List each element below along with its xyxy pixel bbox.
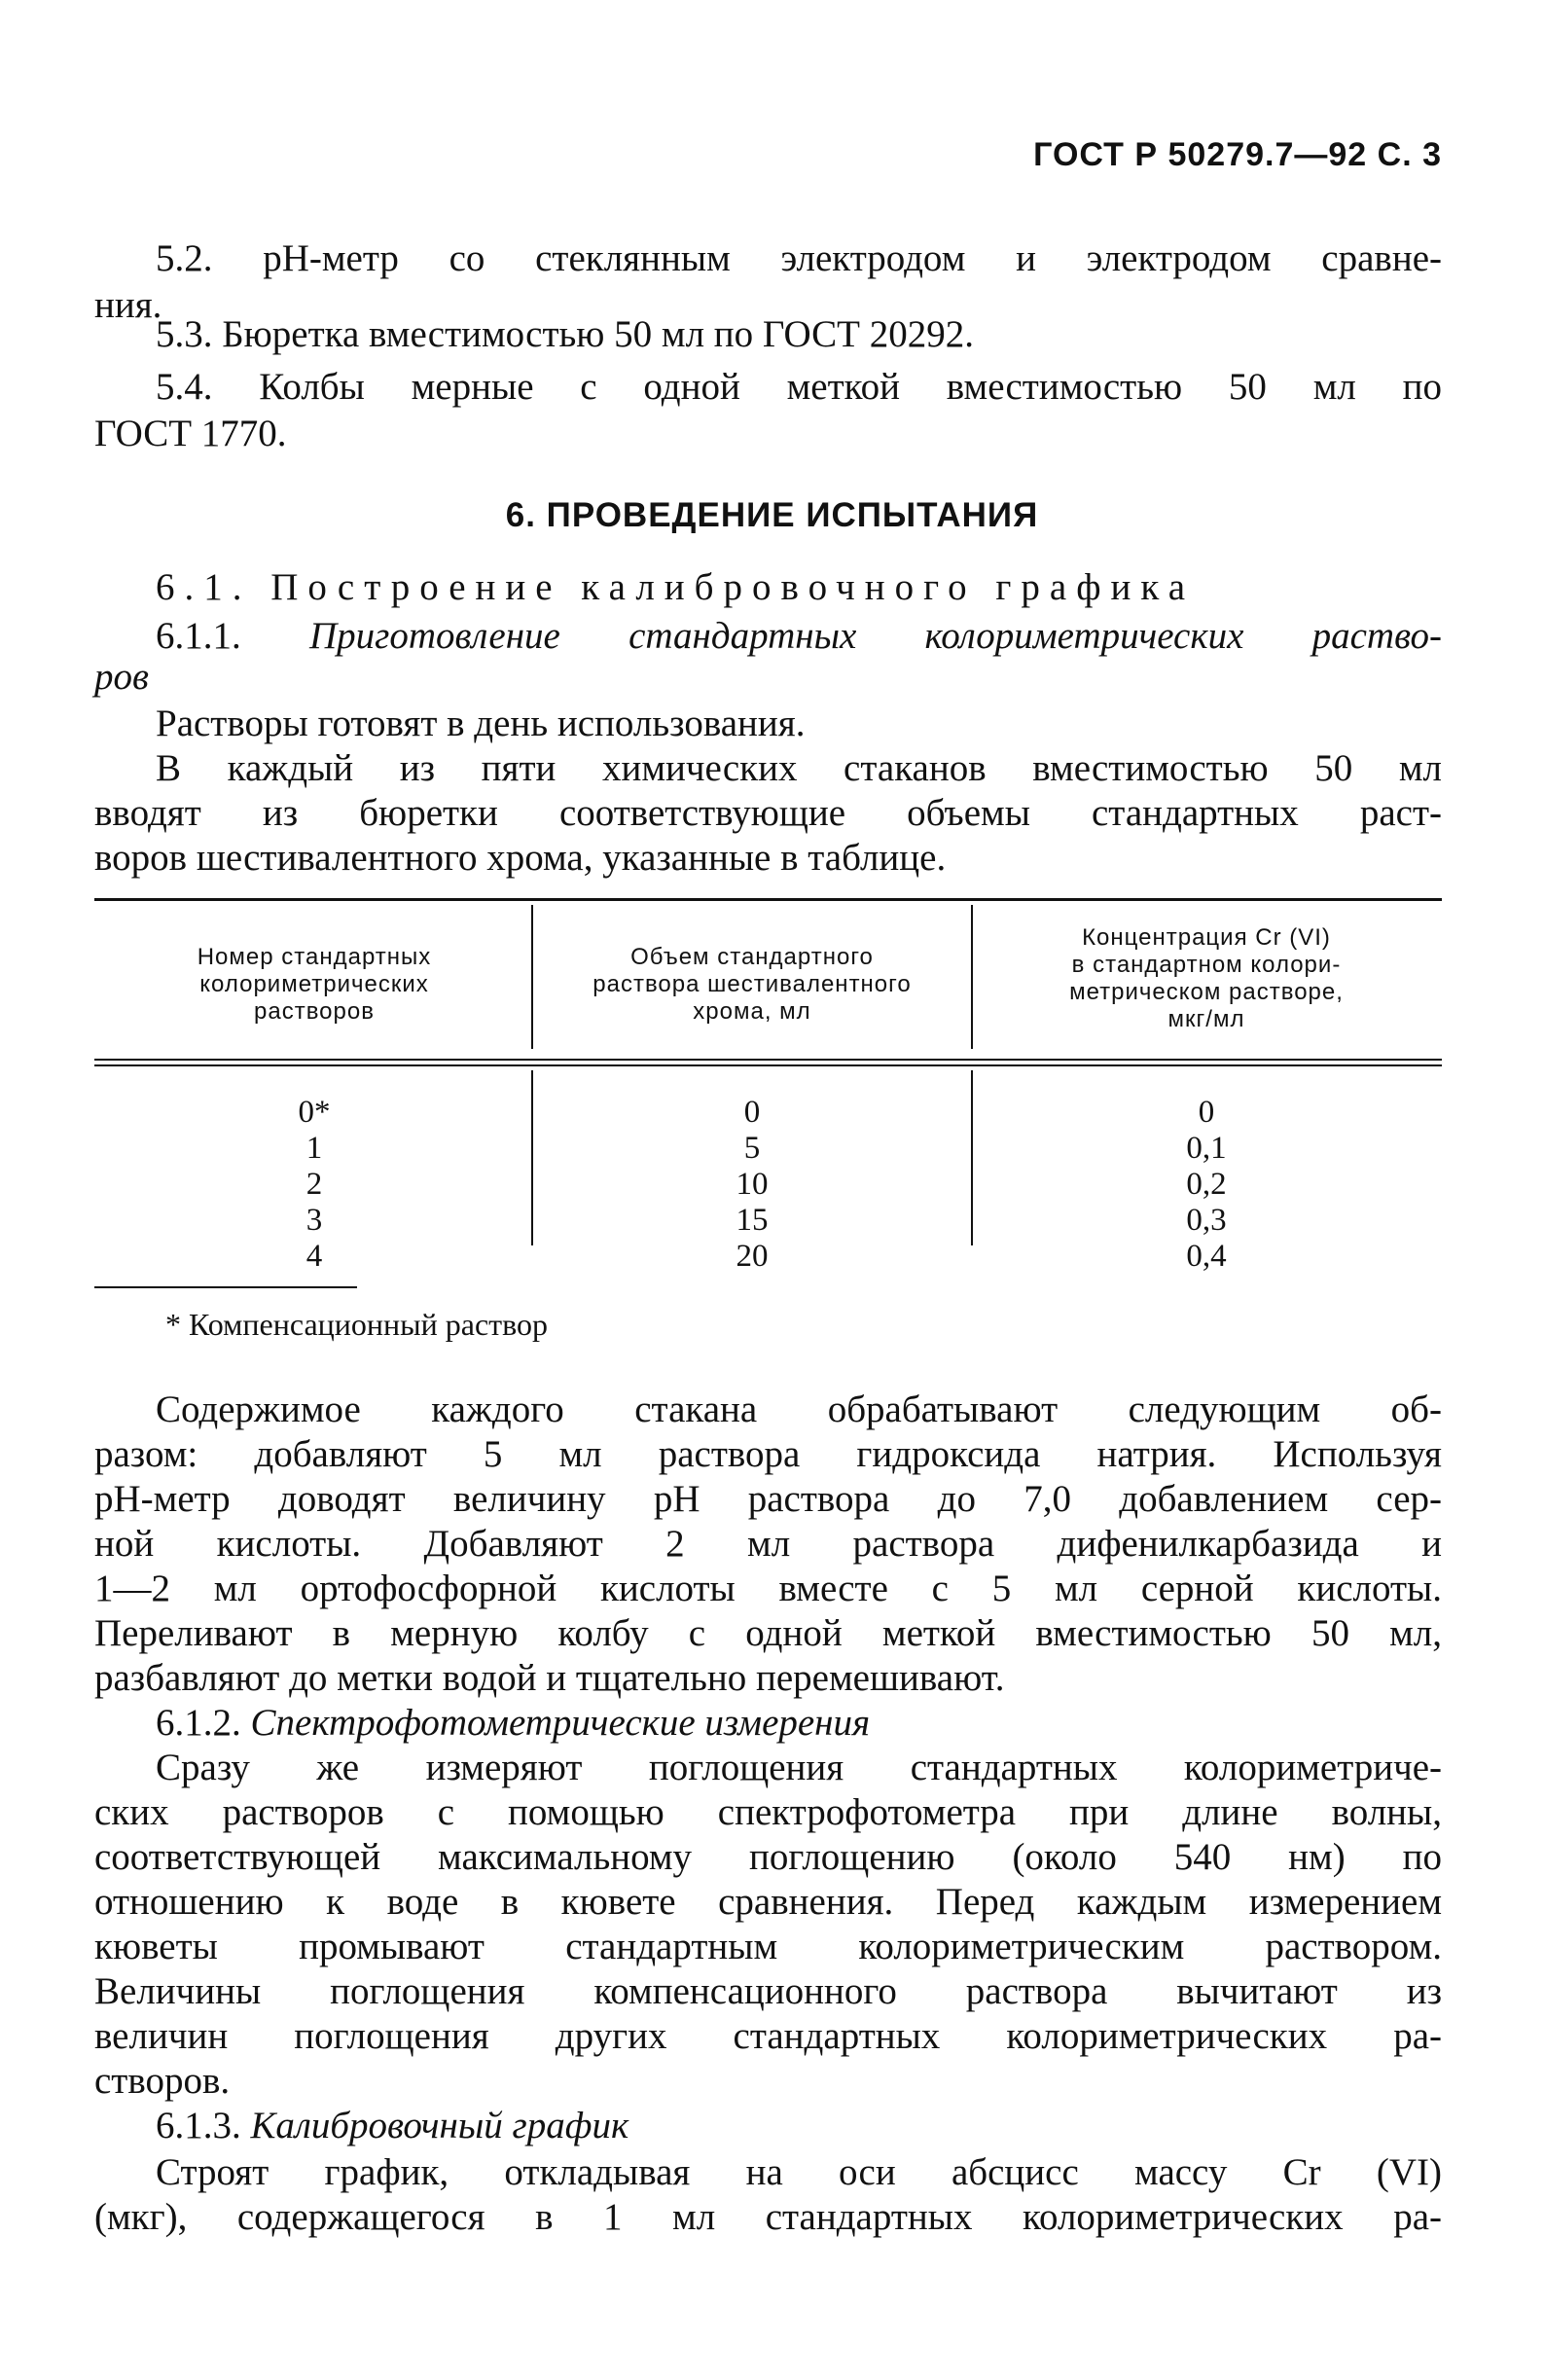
- table-footnote: * Компенсационный раствор: [165, 1307, 549, 1342]
- table-column-concentration: [973, 1095, 1440, 1275]
- text-line: разом: добавляют 5 мл раствора гидроксида натрия. Используя: [94, 1433, 1442, 1475]
- text-line: 5.2. pH-метр со стеклянным электродом и электродом сравне-: [156, 237, 1442, 279]
- text-line: ских растворов с помощью спектрофотометра при длине волны,: [94, 1791, 1442, 1833]
- header-line: растворов: [254, 998, 375, 1025]
- text-line: ной кислоты. Добавляют 2 мл раствора дифенилкарбазида и: [94, 1523, 1442, 1565]
- text-line: ГОСТ 1770.: [94, 413, 287, 454]
- table-cell: 2: [305, 1167, 323, 1202]
- text-line: [94, 654, 1442, 701]
- table-cell: 0*: [298, 1095, 331, 1130]
- page-header: ГОСТ Р 50279.7—92 С. 3: [1033, 136, 1442, 173]
- section-title: 6. ПРОВЕДЕНИЕ ИСПЫТАНИЯ: [505, 496, 1039, 534]
- table-cell: 5: [743, 1131, 761, 1166]
- header-line: хрома, мл: [693, 998, 811, 1025]
- table-cell: 0,4: [1186, 1239, 1227, 1274]
- table-cell: 3: [305, 1203, 323, 1238]
- text-line: Переливают в мерную колбу с одной меткой вместимостью 50 мл,: [94, 1612, 1442, 1654]
- subsection-title: Спектрофотометрические измерения: [250, 1702, 871, 1744]
- table-cell: 0,2: [1186, 1167, 1227, 1202]
- subsection-heading: [156, 2103, 1442, 2149]
- table-top-rule: [94, 898, 1442, 901]
- text-line: Сразу же измеряют поглощения стандартных колориметриче-: [156, 1747, 1442, 1788]
- text-line: воров шестивалентного хрома, указанные в таблице.: [94, 837, 947, 879]
- text-line: 5.3. Бюретка вместимостью 50 мл по ГОСТ 20292.: [156, 313, 974, 355]
- text-line: pH-метр доводят величину pH раствора до 7,0 добавлением сер-: [94, 1478, 1442, 1520]
- text-line: створов.: [94, 2060, 231, 2102]
- subsection-heading: [156, 613, 1442, 660]
- table-cell: 0,3: [1186, 1203, 1227, 1238]
- header-line: в стандартном колори-: [1071, 952, 1342, 978]
- subsection-number: 6.1.3.: [156, 2105, 241, 2146]
- table-cell: 0: [743, 1095, 761, 1130]
- table-header-cell: [97, 944, 531, 1026]
- table-cell: 4: [305, 1239, 323, 1274]
- subsection-number: 6.1.1.: [156, 615, 241, 657]
- header-line: метрическом растворе,: [1069, 979, 1344, 1005]
- table-cell: 20: [736, 1239, 769, 1274]
- text-line: 1—2 мл ортофосфорной кислоты вместе с 5 мл серной кислоты.: [94, 1568, 1442, 1609]
- table-header-rule: [94, 1064, 1442, 1066]
- text-line: Величины поглощения компенсационного раствора вычитают из: [94, 1970, 1442, 2012]
- text-line: разбавляют до метки водой и тщательно перемешивают.: [94, 1657, 1005, 1699]
- header-line: колориметрических: [199, 971, 429, 997]
- table-cell: 1: [305, 1131, 323, 1166]
- header-line: Номер стандартных: [197, 944, 432, 970]
- text-line: отношению к воде в кювете сравнения. Перед каждым измерением: [94, 1881, 1442, 1923]
- header-line: мкг/мл: [1167, 1006, 1245, 1032]
- table-cell: 0,1: [1186, 1131, 1227, 1166]
- subsection-title-cont: ров: [94, 656, 149, 698]
- text-line: (мкг), содержащегося в 1 мл стандартных колориметрических ра-: [94, 2196, 1442, 2238]
- table-column-volume: [533, 1095, 971, 1275]
- table-cell: 0: [1198, 1095, 1215, 1130]
- header-line: Концентрация Cr (VI): [1082, 924, 1331, 951]
- text-line: Строят график, откладывая на оси абсцисс массу Cr (VI): [156, 2151, 1442, 2193]
- text-line: ния.: [94, 284, 162, 326]
- header-line: раствора шестивалентного: [592, 971, 912, 997]
- subsection-title: Приготовление стандартных колориметрических раство-: [308, 615, 1442, 657]
- subsection-number: 6.1.2.: [156, 1702, 241, 1744]
- text-line: кюветы промывают стандартным колориметрическим раствором.: [94, 1926, 1442, 1967]
- table-cell: 15: [736, 1203, 769, 1238]
- table-header-cell: [533, 944, 971, 1026]
- text-line: Растворы готовят в день использования.: [156, 703, 806, 744]
- subsection-title: Калибровочный график: [250, 2105, 629, 2146]
- table-header-cell: [973, 924, 1440, 1033]
- footnote-rule: [94, 1286, 357, 1288]
- table-cell: 10: [736, 1167, 769, 1202]
- text-line: вводят из бюретки соответствующие объемы стандартных раст-: [94, 792, 1442, 834]
- table-column-number: [97, 1095, 531, 1275]
- text-line: Содержимое каждого стакана обрабатывают следующим об-: [156, 1388, 1442, 1430]
- subsection-heading: [156, 1700, 1442, 1747]
- text-line: величин поглощения других стандартных колориметрических ра-: [94, 2015, 1442, 2057]
- table-header-rule: [94, 1059, 1442, 1061]
- text-line: соответствующей максимальному поглощению (около 540 нм) по: [94, 1836, 1442, 1878]
- subsection-heading: 6.1. Построение калибровочного графика: [156, 566, 1196, 608]
- header-line: Объем стандартного: [630, 944, 874, 970]
- text-line: В каждый из пяти химических стаканов вместимостью 50 мл: [156, 747, 1442, 789]
- text-line: 5.4. Колбы мерные с одной меткой вместимостью 50 мл по: [156, 366, 1442, 408]
